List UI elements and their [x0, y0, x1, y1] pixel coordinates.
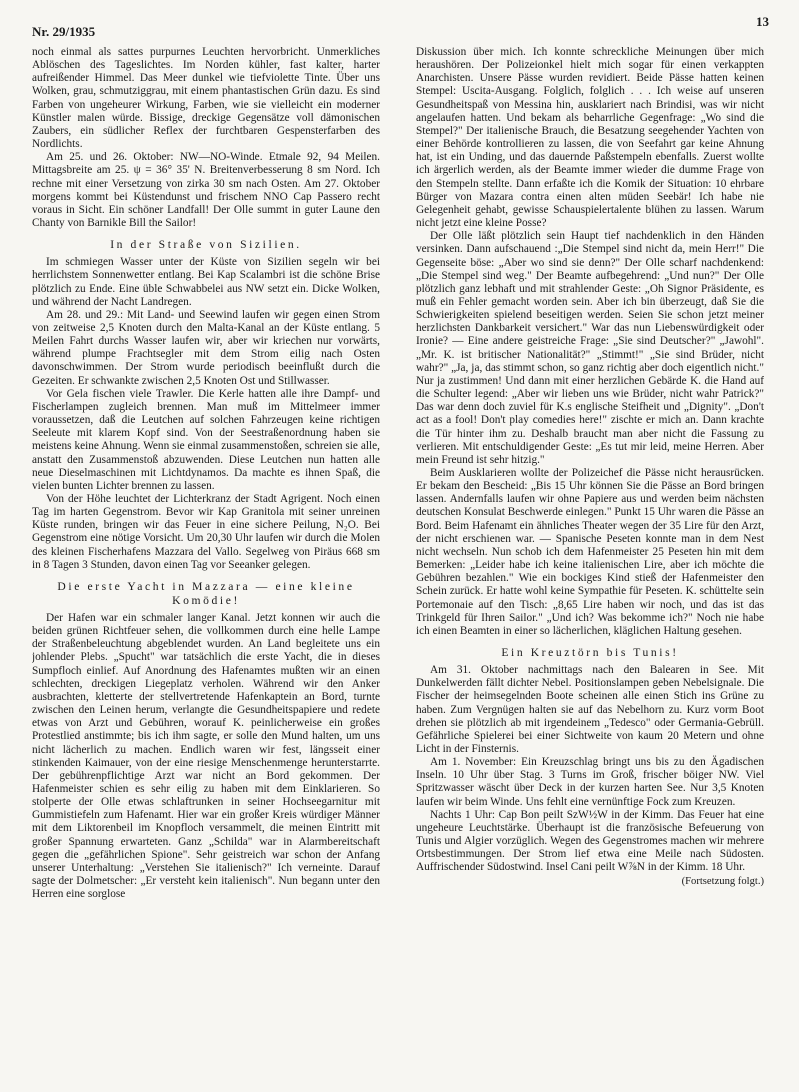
- paragraph: Diskussion über mich. Ich konnte schreckliche Meinungen über mich heraushören. Der Polizeionkel hielt mich sogar für einen verkappten Anarchisten. Unsere Pässe wurden revidiert. Beide Pässe hatten keinen Stempel: Uscita-Ausgang. Folglich, folglich . . . Ich weise auf unseren Gesundheitspaß von Messina hin, ausklariert nach Brindisi, was wir nicht angelaufen hatten. Und bekam als beharrliche Gegenfrage: „Wo sind die Stempel?" Der italienische Brauch, die Besatzung seegehender Yachten von einer Behörde kontrollieren zu lassen, die von Seefahrt gar keine Ahnung hat, ist ein Unding, und das dauernde Paßstempeln ebenfalls. Zuerst wollte ich ärgerlich werden, als der Beamte immer wieder die dumme Frage von den Stempeln stellte. Dann erfaßte ich die Komik der Situation: 10 ehrbare Bürger von Mazara contra einen alten müden Seebär! Ich habe nie Gelegenheit gehabt, gewisse Schauspielertalente blühen zu lassen. Warum nicht jetzt eine kleine Posse?: [416, 46, 764, 230]
- right-column: [416, 46, 764, 1076]
- page-header: [32, 14, 769, 39]
- paragraph: Der Olle läßt plötzlich sein Haupt tief nachdenklich in den Händen versinken. Dann aufschauend :„Die Stempel sind nicht da, mein Herr!" Die Gegenseite böse: „Aber wo sind sie denn?" Der Olle scharf nachdenkend: „Die Stempel sind weg." Der Beamte aufbegehrend: „Und nun?" Der Olle plötzlich ganz lebhaft und mit strahlender Geste: „Oh Signor Präsidente, es muß ein Fehler gemacht worden sein. Aber ich bin überzeugt, daß Sie die Schwierigkeiten spielend beseitigen werden. Seien Sie schon jetzt meiner herzlichsten Dankbarkeit versichert." War das nun Liebenswürdigkeit oder Ironie? — Eine andere geistreiche Frage: „Sie sind Deutscher?" „Jawohl". „Mr. K. ist britischer Nationalität?" „Stimmt!" „Sie sind Brüder, nicht wahr?" „Ja, ja, das stimmt schon, so ganz richtig aber doch eigentlich nicht." Nur ja zustimmen! Und dann mit einer herzlichen Gebärde K. die Hand auf die Schulter legend: „Aber wir lieben uns wie Brüder, nicht wahr Patrick?" Das war denn doch zuviel für K.s englische Steifheit und „Dignity". „Don't act as a fool! Don't play comedies here!" zischte er mich an. Dann krachte die Tür hinter ihm zu. Deshalb braucht man aber nicht die Fassung zu verlieren. Mit entschuldigender Geste: „Es tut mir leid, meine Herren. Aber mein Freund ist sehr hitzig.": [416, 230, 764, 466]
- paragraph: Am 31. Oktober nachmittags nach den Balearen in See. Mit Dunkelwerden fällt dichter Nebel. Positionslampen geben Nebelsignale. Die Fischer der heimsegelnden Boote scheinen alle einen Stich ins Grüne zu haben. Zum Vergnügen halten sie auf das Nebelhorn zu. Kurz vorm Boot drehen sie plötzlich ab mit irgendeinem „Tedesco" oder Germania-Gebrüll. Gefährliche Spielerei bei einer Sichtweite von kaum 20 Metern und ohne Licht in der Finsternis.: [416, 664, 764, 755]
- left-column: [32, 46, 380, 1076]
- paragraph: Beim Ausklarieren wollte der Polizeichef die Pässe nicht herausrücken. Er bekam den Bescheid: „Bis 15 Uhr können Sie die Pässe an Bord bringen lassen. Andernfalls laufen wir ohne Papiere aus und werden beim nächsten deutschen Konsulat Beschwerde einlegen." Punkt 15 Uhr waren die Pässe an Bord. Beim Hafenamt ein ähnliches Theater wegen der 35 Lire für den Arzt, der nicht erschienen war. — Spanische Peseten konnte man in dem Nest nicht wechseln. Nun schob ich dem Hafenmeister 25 Peseten hin mit dem Bemerken: „Leider habe ich keine italienischen Lire, aber ich möchte die Gebühren bezahlen." Wie ein bockiges Kind stieß der Hafenmeister den Schein zurück. Er hatte wohl keine Sympathie für Peseten. K. schüttelte sein Portemonaie auf den Tisch: „8,65 Lire haben wir noch, und das ist das Trinkgeld für Ihren Sailor." „Und ich? Was bekomme ich?" Noch nie habe ich einen Beamten in einer so lächerlichen, kläglichen Haltung gesehen.: [416, 467, 764, 637]
- paragraph: Am 1. November: Ein Kreuzschlag bringt uns bis zu den Ägadischen Inseln. 10 Uhr über Stag. 3 Turns im Groß, frischer böiger NW. Viel Spritzwasser wäscht über Deck in der kurzen harten See. Nur 3,5 Knoten laufen wir beim Winde. Uns fehlt eine vernünftige Fock zum Kreuzen.: [416, 756, 764, 808]
- section-heading: In der Straße von Sizilien.: [110, 238, 302, 252]
- page-number: 13: [756, 14, 769, 29]
- paragraph: noch einmal als sattes purpurnes Leuchten hervorbricht. Unmerkliches Ablöschen des Tageslichtes. Im Norden kühler, fast kalter, harter aufreißender Himmel. Das Meer dunkel wie tiefviolette Tinte. Über uns Wolken, grau, schmutziggrau, mit einem phantastischen Grün dazu. Es sind Farben von ungeheurer Wirkung, Farben, wie sie vielleicht ein moderner Künstler malen würde. Bissige, dreckige Gegensätze voll dämonischen Zaubers, ein südlicher Reflex der furchtbaren Gespensterfarben des Nordlichts.: [32, 46, 380, 151]
- paragraph: Nachts 1 Uhr: Cap Bon peilt SzW½W in der Kimm. Das Feuer hat eine ungeheure Leuchtstärke. Überhaupt ist die französische Befeuerung von Tunis und Algier vorzüglich. Wegen des Gegenstromes machen wir mehrere Ortsbestimmungen. Der Strom lief etwa eine Meile nach Südosten. Auffrischender Südostwind. Insel Cani peilt W⅞N in der Kimm. 18 Uhr.: [416, 808, 764, 874]
- paragraph: Im schmiegen Wasser unter der Küste von Sizilien segeln wir bei herrlichstem Sonnenwetter entlang. Bei Kap Scalambri ist die schöne Brise plötzlich zu Ende. Eine üble Schwabbelei aus NW setzt ein. Dicke Wolken, und während der Nacht Landregen.: [32, 256, 380, 308]
- paragraph: Am 28. und 29.: Mit Land- und Seewind laufen wir gegen einen Strom von zeitweise 2,5 Knoten durch den Malta-Kanal an der Küste entlang. 5 Meilen Fahrt durchs Wasser laufen wir, aber wir kriechen nur vorwärts, während plumpe Frachtsegler mit dem Strom eilig nach Osten davonschwimmen. Der Strom wurde periodisch beeinflußt durch die Gezeiten. Er schwankte zwischen 2,5 Knoten Ost und Stillwasser.: [32, 308, 380, 387]
- paragraph: Von der Höhe leuchtet der Lichterkranz der Stadt Agrigent. Noch einen Tag im harten Gegenstrom. Bevor wir Kap Granitola mit seiner unreinen Küste runden, bringen wir das Feuer in eine sichere Peilung, N₂O. Bei Gegenstrom eine nötige Vorsicht. Um 20,30 Uhr laufen wir durch die Molen des kleinen Fischerhafens Mazzara del Vallo. Segelweg von Piräus 668 sm in 8 Tagen 3 Stunden, davon einen Tag vor Seeanker gelegen.: [32, 493, 380, 571]
- issue-number: Nr. 29/1935: [32, 24, 96, 39]
- paragraph: Am 25. und 26. Oktober: NW—NO-Winde. Etmale 92, 94 Meilen. Mittagsbreite am 25. ψ = 36° 35' N. Breitenverbesserung 8 sm Nord. Ich rechne mit einer Versetzung von zirka 30 sm nach Osten. Am 27. Oktober morgens kommt bei Küstendunst und frischem NNO Cap Passero recht voraus in Sicht. Ein schöner Landfall! Der Olle summt in guter Laune den Chanty von Barnikle Bill the Sailor!: [32, 151, 380, 230]
- paragraph: Vor Gela fischen viele Trawler. Die Kerle hatten alle ihre Dampf- und Fischerlampen zugleich brennen. Man muß im Mittelmeer immer voraussetzen, daß die Leutchen auf solchen Fahrzeugen keine richtigen Seeleute mit klarem Kopf sind. Von der Seestraßenordnung haben sie meistens keine Ahnung. Wenn sie einmal zusammenstoßen, schreien sie alle, anstatt den Zusammenstoß abzuwenden. Diese Leutchen nun hatten alle neue Dieselmaschinen mit Lichtdynamos. Da machte es ihnen Spaß, die vielen bunten Lichter brennen zu lassen.: [32, 387, 380, 492]
- continuation-note: (Fortsetzung folgt.): [681, 875, 764, 887]
- section-heading: Ein Kreuztörn bis Tunis!: [501, 646, 679, 660]
- paragraph: Der Hafen war ein schmaler langer Kanal. Jetzt konnen wir auch die beiden grünen Richtfeuer sehen, die vollkommen durch eine helle Lampe der Straßenbeleuchtung abgeblendet wurden. An Land begleitete uns ein johlender Plebs. „Spucht" war tatsächlich die erste Yacht, die in dieses Sumpfloch einlief. Auf Anordnung des Hafenamtes mußten wir an einen schlechten, dreckigen Liegeplatz verholen. Während wir den Anker ausbrachten, kletterte der stellvertretende Hafenkaptein an Bord, turnte zwischen den Leinen herum, verlangte die Gesundheitspapiere und redete etwas von Arzt und Gebühren, worauf K. peinlicherweise ein großes Protestlied anstimmte; bis ich ihm sagte, er solle den Mund halten, um uns nicht lächerlich zu machen. Endlich waren wir fest, längsseit einer stinkenden Kaimauer, von der eine riesige Menschenmenge herunterstarrte. Der gebührenpflichtige Arzt war nicht an Bord gekommen. Der Hafenmeister schien es sehr eilig zu haben mit dem Einklarieren. So stolperte der Olle etwas schlaftrunken in seiner Hochseegarnitur mit Gummistiefeln zum Hafenamt. Hier war ein großer Kreis würdiger Männer mit dem Liktorenbeil im Knopfloch versammelt, die meinen Eintritt mit großer Spannung erwarteten. Ganz „Schilda" war in Alarmbereitschaft gegen die „gefährlichen Spione". Sehr geistreich war schon der Anfang unserer Unterhaltung: „Verstehen Sie italienisch?" Ich verneinte. Darauf sagte der Dolmetscher: „Er versteht kein italienisch". Nun begann unter den Herren eine sorglose: [32, 611, 380, 901]
- section-heading: Die erste Yacht in Mazzara — eine kleine Komödie!: [57, 579, 355, 607]
